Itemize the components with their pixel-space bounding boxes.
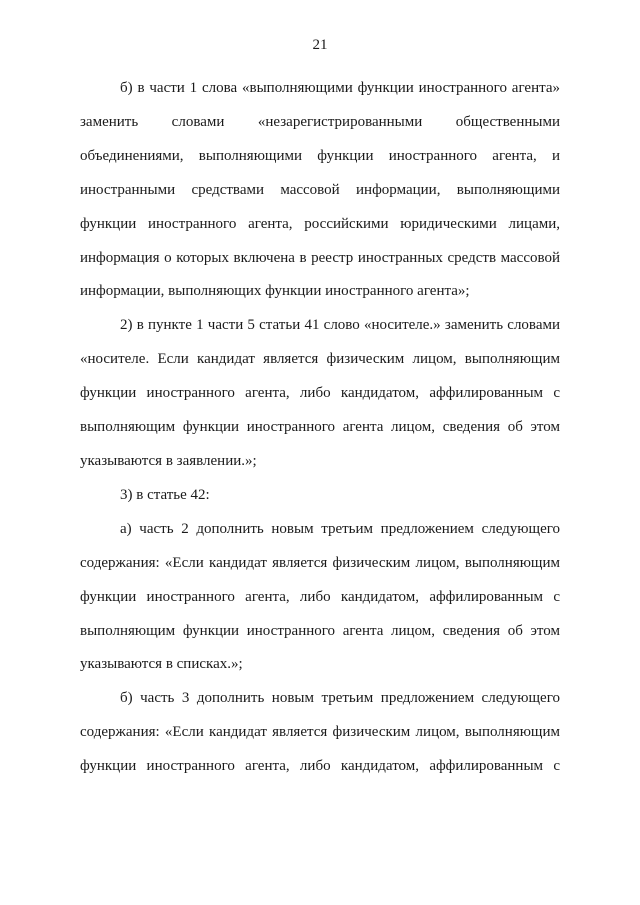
text-line: информация о которых включена в реестр иностранных средств массовой	[80, 249, 560, 266]
text-line: указываются в списках.»;	[80, 656, 243, 673]
text-line: выполняющим функции иностранного агента лицом, сведения об этом	[80, 419, 560, 436]
text-line: информации, выполняющих функции иностранного агента»;	[80, 283, 470, 300]
text-line: функции иностранного агента, российскими юридическими лицами,	[80, 215, 560, 232]
paragraph	[80, 479, 560, 513]
text-line: содержания: «Если кандидат является физическим лицом, выполняющим	[80, 724, 560, 741]
text-line: заменить словами «незарегистрированными общественными	[80, 113, 560, 130]
text-line: «носителе. Если кандидат является физическим лицом, выполняющим	[80, 351, 560, 368]
text-line: выполняющим функции иностранного агента лицом, сведения об этом	[80, 622, 560, 639]
document-body	[80, 72, 560, 784]
text-line: объединениями, выполняющими функции иностранного агента, и	[80, 147, 560, 164]
text-line: указываются в заявлении.»;	[80, 452, 257, 469]
paragraph	[80, 682, 560, 784]
text-line: иностранными средствами массовой информации, выполняющими	[80, 181, 560, 198]
text-line: функции иностранного агента, либо кандидатом, аффилированным с	[80, 385, 560, 402]
text-line: а) часть 2 дополнить новым третьим предложением следующего	[120, 520, 560, 537]
text-line: содержания: «Если кандидат является физическим лицом, выполняющим	[80, 554, 560, 571]
text-line: функции иностранного агента, либо кандидатом, аффилированным с	[80, 588, 560, 605]
text-line: функции иностранного агента, либо кандидатом, аффилированным с	[80, 758, 560, 775]
text-line: 2) в пункте 1 части 5 статьи 41 слово «носителе.» заменить словами	[120, 317, 560, 334]
paragraph	[80, 513, 560, 683]
text-line: б) в части 1 слова «выполняющими функции иностранного агента»	[120, 80, 560, 96]
paragraph	[80, 309, 560, 479]
text-line: б) часть 3 дополнить новым третьим предложением следующего	[120, 690, 560, 707]
page-number: 21	[312, 37, 328, 53]
text-line: 3) в статье 42:	[120, 486, 210, 503]
paragraph	[80, 72, 560, 309]
